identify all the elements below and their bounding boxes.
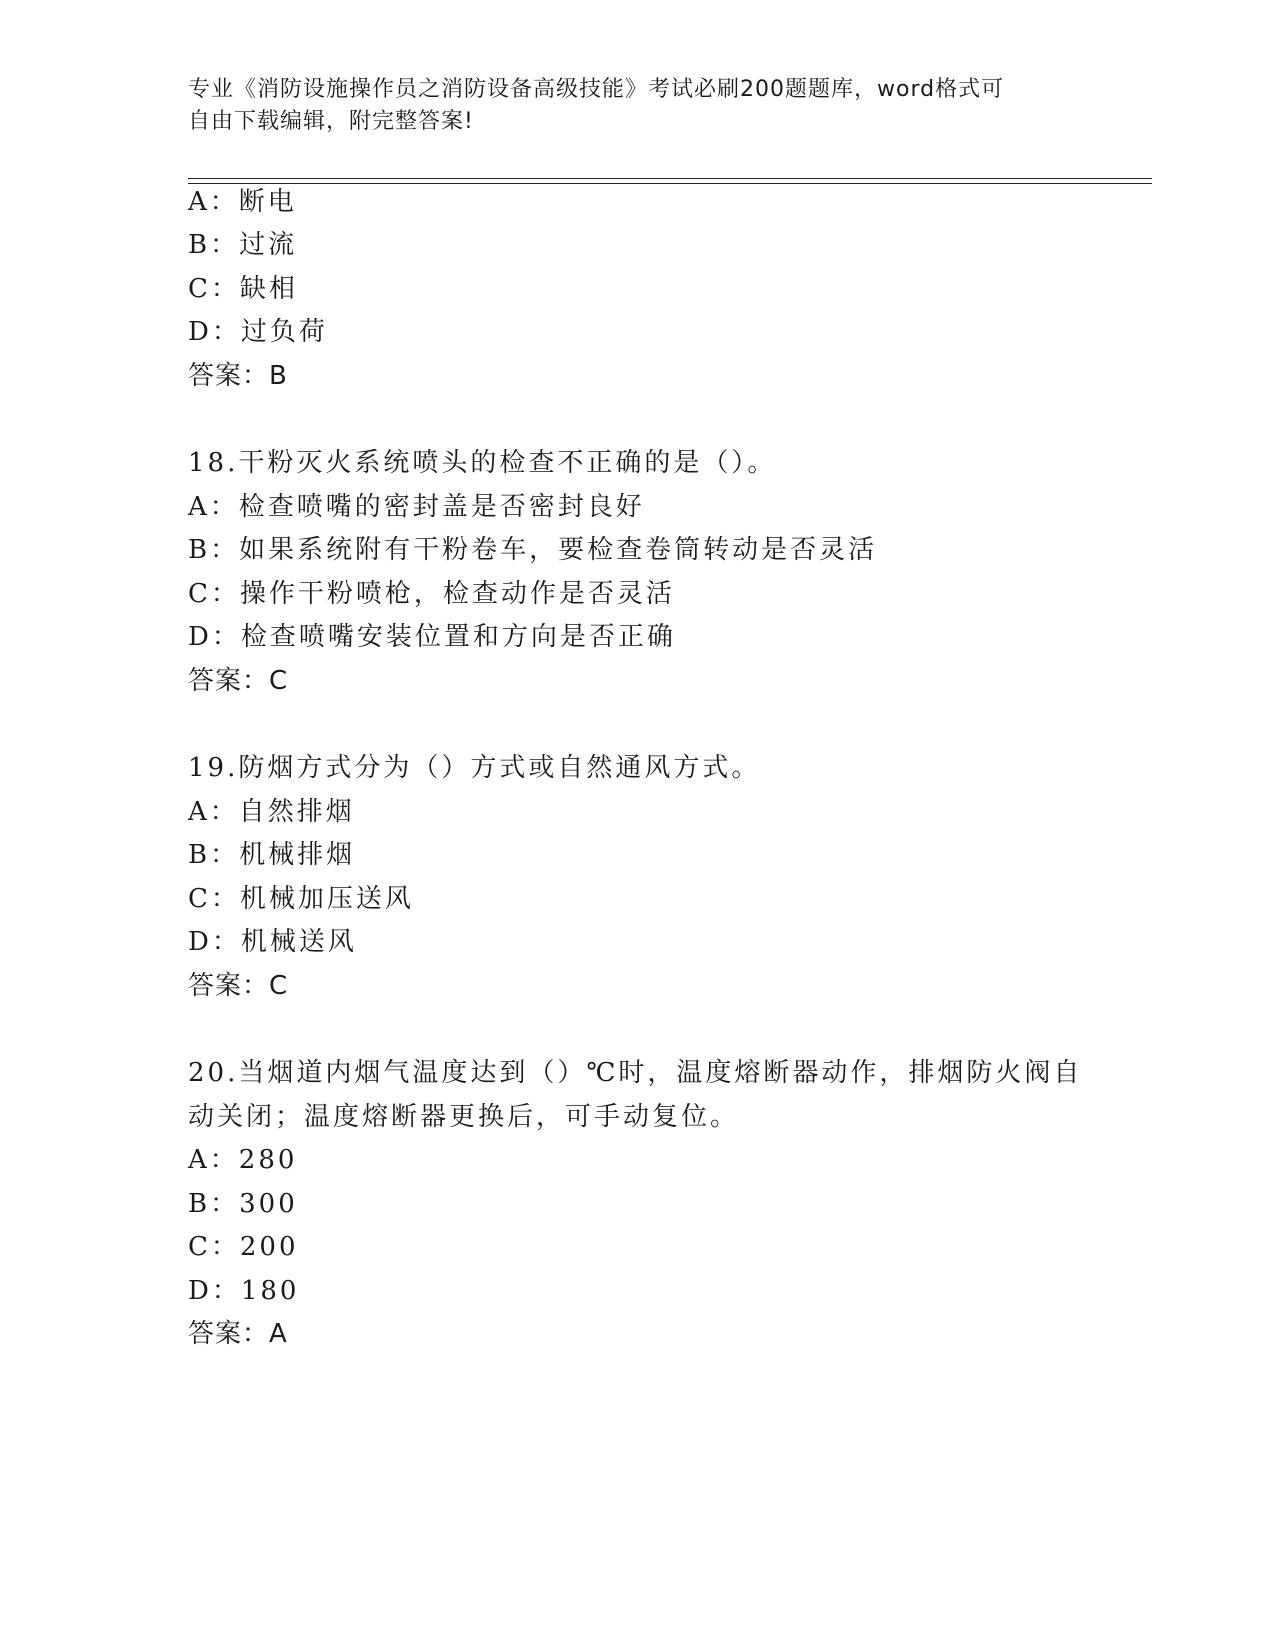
header-divider-top bbox=[188, 178, 1152, 179]
q18-option-b: B：如果系统附有干粉卷车，要检查卷筒转动是否灵活 bbox=[188, 535, 878, 565]
q20-option-c: C：200 bbox=[188, 1232, 299, 1262]
q18-answer: 答案：C bbox=[188, 666, 289, 696]
q18-option-c: C：操作干粉喷枪，检查动作是否灵活 bbox=[188, 579, 675, 609]
document-header bbox=[188, 74, 1068, 138]
q18-option-a: A：检查喷嘴的密封盖是否密封良好 bbox=[188, 492, 645, 522]
header-line-2: 自由下载编辑，附完整答案! bbox=[188, 109, 474, 134]
q17-answer: 答案：B bbox=[188, 361, 288, 391]
q20-option-b: B：300 bbox=[188, 1189, 298, 1219]
q19-option-d: D：机械送风 bbox=[188, 927, 357, 957]
q17-option-a: A：断电 bbox=[188, 187, 297, 217]
q17-option-d: D：过负荷 bbox=[188, 317, 328, 347]
q18-option-d: D：检查喷嘴安装位置和方向是否正确 bbox=[188, 622, 676, 652]
q20-question-line-1: 20.当烟道内烟气温度达到（）℃时，温度熔断器动作，排烟防火阀自 bbox=[188, 1058, 1083, 1088]
q18-question: 18.干粉灭火系统喷头的检查不正确的是（）。 bbox=[188, 448, 777, 478]
q20-answer: 答案：A bbox=[188, 1319, 288, 1349]
q20-question-line-2: 动关闭；温度熔断器更换后，可手动复位。 bbox=[188, 1102, 740, 1132]
header-line-1: 专业《消防设施操作员之消防设备高级技能》考试必刷200题题库，word格式可 bbox=[188, 77, 1005, 102]
q20-option-d: D：180 bbox=[188, 1276, 300, 1306]
q17-option-c: C：缺相 bbox=[188, 274, 298, 304]
q19-option-a: A：自然排烟 bbox=[188, 797, 355, 827]
q19-question: 19.防烟方式分为（）方式或自然通风方式。 bbox=[188, 753, 761, 783]
q19-option-c: C：机械加压送风 bbox=[188, 884, 414, 914]
q19-answer: 答案：C bbox=[188, 971, 289, 1001]
q17-option-b: B：过流 bbox=[188, 230, 298, 260]
header-divider-bottom bbox=[188, 183, 1152, 184]
q20-option-a: A：280 bbox=[188, 1145, 298, 1175]
q19-option-b: B：机械排烟 bbox=[188, 840, 356, 870]
